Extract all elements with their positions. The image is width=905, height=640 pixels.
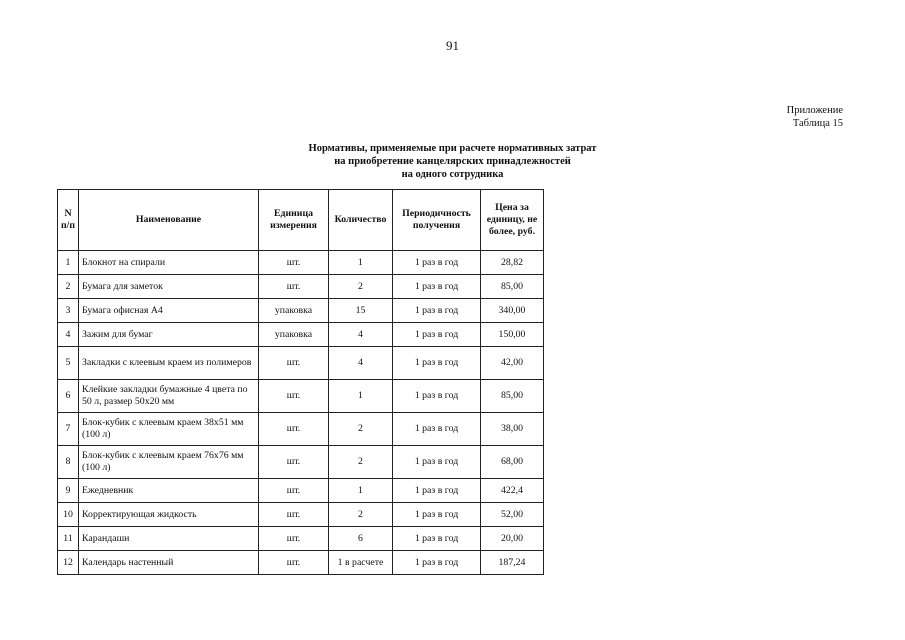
cell-qty: 2 bbox=[329, 275, 393, 299]
cell-unit: шт. bbox=[259, 551, 329, 575]
table-row bbox=[58, 323, 544, 347]
header-period: Периодичность получения bbox=[393, 190, 481, 251]
cell-period: 1 раз в год bbox=[393, 251, 481, 275]
table-row bbox=[58, 527, 544, 551]
header-price: Цена за единицу, не более, руб. bbox=[481, 190, 544, 251]
table-row bbox=[58, 551, 544, 575]
appendix-line: Приложение bbox=[786, 105, 843, 116]
cell-period: 1 раз в год bbox=[393, 347, 481, 380]
cell-unit: шт. bbox=[259, 503, 329, 527]
cell-num: 12 bbox=[58, 551, 79, 575]
cell-num: 6 bbox=[58, 380, 79, 413]
table-row bbox=[58, 380, 544, 413]
cell-period: 1 раз в год bbox=[393, 551, 481, 575]
cell-qty: 2 bbox=[329, 413, 393, 446]
document-title bbox=[0, 142, 905, 181]
title-line: на одного сотрудника bbox=[401, 169, 504, 180]
table-header-row bbox=[58, 190, 544, 251]
cell-price: 340,00 bbox=[481, 299, 544, 323]
title-line: Нормативы, применяемые при расчете нормативных затрат bbox=[308, 143, 597, 154]
cell-num: 2 bbox=[58, 275, 79, 299]
cell-qty: 15 bbox=[329, 299, 393, 323]
cell-num: 11 bbox=[58, 527, 79, 551]
cell-name: Корректирующая жидкость bbox=[79, 503, 259, 527]
cell-name: Ежедневник bbox=[79, 479, 259, 503]
cell-price: 68,00 bbox=[481, 446, 544, 479]
header-qty: Количество bbox=[329, 190, 393, 251]
cell-period: 1 раз в год bbox=[393, 413, 481, 446]
cell-qty: 1 bbox=[329, 479, 393, 503]
cell-period: 1 раз в год bbox=[393, 503, 481, 527]
cell-qty: 2 bbox=[329, 503, 393, 527]
cell-num: 7 bbox=[58, 413, 79, 446]
header-unit: Единица измерения bbox=[259, 190, 329, 251]
cell-name: Бумага для заметок bbox=[79, 275, 259, 299]
cell-qty: 1 bbox=[329, 251, 393, 275]
cell-unit: шт. bbox=[259, 446, 329, 479]
table-number-label: Таблица 15 bbox=[792, 118, 843, 129]
cell-unit: шт. bbox=[259, 275, 329, 299]
appendix-label bbox=[787, 104, 843, 130]
cell-price: 38,00 bbox=[481, 413, 544, 446]
cell-price: 150,00 bbox=[481, 323, 544, 347]
cell-price: 422,4 bbox=[481, 479, 544, 503]
table-row bbox=[58, 446, 544, 479]
cell-price: 187,24 bbox=[481, 551, 544, 575]
table-row bbox=[58, 479, 544, 503]
cell-name: Клейкие закладки бумажные 4 цвета по 50 л, размер 50х20 мм bbox=[79, 380, 259, 413]
cell-unit: упаковка bbox=[259, 323, 329, 347]
cell-num: 5 bbox=[58, 347, 79, 380]
cell-name: Блок-кубик с клеевым краем 76х76 мм (100 л) bbox=[79, 446, 259, 479]
cell-qty: 6 bbox=[329, 527, 393, 551]
cell-unit: шт. bbox=[259, 251, 329, 275]
cell-name: Блокнот на спирали bbox=[79, 251, 259, 275]
cell-num: 8 bbox=[58, 446, 79, 479]
cell-period: 1 раз в год bbox=[393, 380, 481, 413]
cell-name: Бумага офисная А4 bbox=[79, 299, 259, 323]
cell-price: 52,00 bbox=[481, 503, 544, 527]
norms-table bbox=[57, 189, 544, 575]
table-row bbox=[58, 299, 544, 323]
cell-price: 28,82 bbox=[481, 251, 544, 275]
cell-unit: шт. bbox=[259, 380, 329, 413]
header-name: Наименование bbox=[79, 190, 259, 251]
cell-unit: шт. bbox=[259, 479, 329, 503]
cell-price: 42,00 bbox=[481, 347, 544, 380]
cell-period: 1 раз в год bbox=[393, 275, 481, 299]
cell-period: 1 раз в год bbox=[393, 479, 481, 503]
cell-qty: 4 bbox=[329, 323, 393, 347]
cell-name: Зажим для бумаг bbox=[79, 323, 259, 347]
table-row bbox=[58, 413, 544, 446]
cell-qty: 4 bbox=[329, 347, 393, 380]
cell-unit: шт. bbox=[259, 347, 329, 380]
cell-unit: шт. bbox=[259, 413, 329, 446]
cell-num: 10 bbox=[58, 503, 79, 527]
cell-qty: 2 bbox=[329, 446, 393, 479]
cell-unit: шт. bbox=[259, 527, 329, 551]
cell-price: 85,00 bbox=[481, 380, 544, 413]
cell-name: Карандаши bbox=[79, 527, 259, 551]
cell-qty: 1 в расчете bbox=[329, 551, 393, 575]
cell-name: Закладки с клеевым краем из полимеров bbox=[79, 347, 259, 380]
table-row bbox=[58, 503, 544, 527]
cell-name: Блок-кубик с клеевым краем 38х51 мм (100 л) bbox=[79, 413, 259, 446]
table-row bbox=[58, 275, 544, 299]
cell-num: 3 bbox=[58, 299, 79, 323]
cell-unit: упаковка bbox=[259, 299, 329, 323]
cell-num: 9 bbox=[58, 479, 79, 503]
cell-period: 1 раз в год bbox=[393, 299, 481, 323]
cell-name: Календарь настенный bbox=[79, 551, 259, 575]
header-num: N п/п bbox=[58, 190, 79, 251]
cell-qty: 1 bbox=[329, 380, 393, 413]
cell-price: 85,00 bbox=[481, 275, 544, 299]
cell-period: 1 раз в год bbox=[393, 446, 481, 479]
cell-period: 1 раз в год bbox=[393, 323, 481, 347]
table-row bbox=[58, 347, 544, 380]
cell-num: 4 bbox=[58, 323, 79, 347]
cell-num: 1 bbox=[58, 251, 79, 275]
title-line: на приобретение канцелярских принадлежностей bbox=[334, 156, 571, 167]
cell-period: 1 раз в год bbox=[393, 527, 481, 551]
page-number: 91 bbox=[446, 38, 459, 53]
cell-price: 20,00 bbox=[481, 527, 544, 551]
table-row bbox=[58, 251, 544, 275]
